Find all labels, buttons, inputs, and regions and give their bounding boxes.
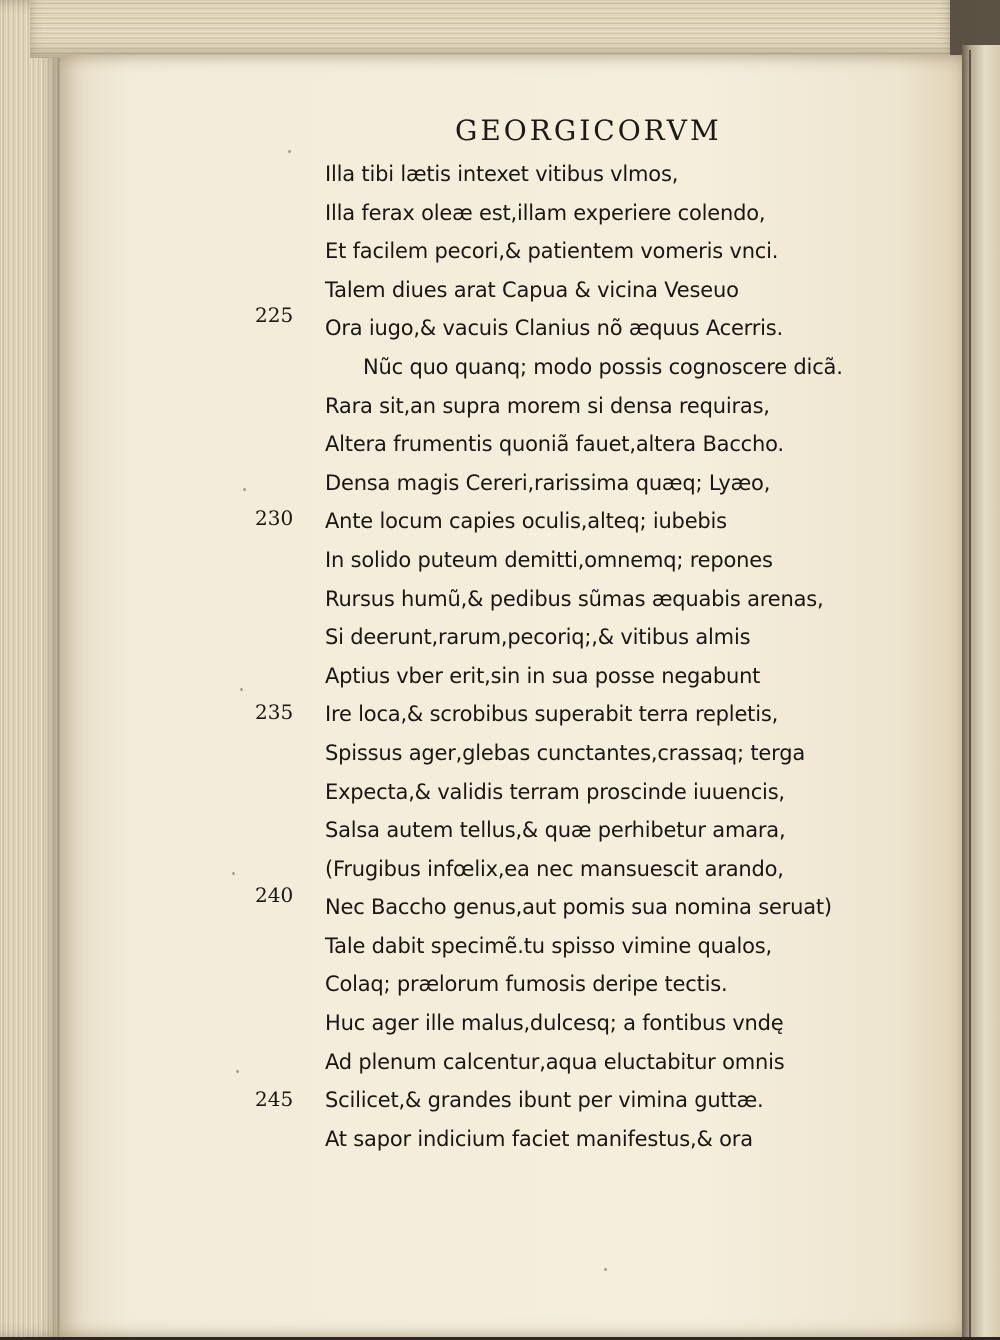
verse-line: Altera frumentis quoniã fauet,altera Baccho. (325, 432, 784, 457)
verse-line: Illa tibi lætis intexet vitibus vlmos, (325, 162, 679, 186)
verse-line: Densa magis Cereri,rarissima quæq; Lyæo, (325, 470, 771, 495)
verse-line: Et facilem pecori,& patientem vomeris vnci. (325, 239, 779, 264)
verse-line: Nũc quo quanq; modo possis cognoscere dicã. (363, 354, 843, 379)
verse-line: (Frugibus infœlix,ea nec mansuescit arando, (325, 856, 784, 881)
paper-speck (288, 150, 291, 153)
verse-line: Si deerunt,rarum,pecoriq;,& vitibus almis (325, 625, 751, 650)
paper-speck (604, 1268, 607, 1271)
line-number: 235 (255, 700, 294, 724)
paper-speck (243, 488, 246, 491)
gutter-fold-line (969, 50, 971, 1340)
verse-line: Ora iugo,& vacuis Clanius nõ æquus Acerris. (325, 316, 784, 341)
verse-line: Colaq; prælorum fumosis deripe tectis. (325, 972, 728, 997)
verse-line: Talem diues arat Capua & vicina Veseuo (325, 277, 739, 302)
verse-line: Ire loca,& scrobibus superabit terra repletis, (325, 702, 779, 727)
verse-line: Rursus humũ,& pedibus sũmas æquabis arenas, (325, 586, 824, 611)
verse-line: Aptius vber erit,sin in sua posse negabunt (325, 663, 761, 688)
verse-line: Illa ferax oleæ est,illam experiere colendo, (325, 200, 766, 225)
verse-list (325, 155, 925, 1158)
line-number: 240 (255, 883, 294, 907)
line-number: 245 (255, 1087, 294, 1111)
verse-line: Ante locum capies oculis,alteq; iubebis (325, 509, 727, 534)
verse-line: Huc ager ille malus,dulcesq; a fontibus vndę (325, 1011, 784, 1036)
verse-line: Ad plenum calcentur,aqua eluctabitur omnis (325, 1049, 785, 1074)
verse-line: Rara sit,an supra morem si densa requiras, (325, 393, 770, 418)
book-fore-edge (0, 0, 60, 1337)
running-head: GEORGICORVM (455, 114, 722, 147)
verse-line: Expecta,& validis terram proscinde iuuencis, (325, 779, 785, 804)
verse-line: In solido puteum demitti,omnemq; repones (325, 547, 773, 572)
paper-speck (232, 872, 235, 875)
book-top-edge (30, 0, 950, 58)
verse-line: Tale dabit specimẽ.tu spisso vimine qualos, (325, 933, 772, 958)
verse-line: Spissus ager,glebas cunctantes,crassaq; terga (325, 740, 806, 765)
paper-speck (236, 1070, 239, 1073)
line-number: 230 (255, 506, 294, 530)
verse-line: Nec Baccho genus,aut pomis sua nomina seruat) (325, 895, 832, 920)
verse-line: Salsa autem tellus,& quæ perhibetur amara, (325, 818, 786, 843)
paper-speck (240, 688, 243, 691)
verse-line: Scilicet,& grandes ibunt per vimina guttæ. (325, 1088, 764, 1113)
facing-page-gutter (962, 45, 1000, 1337)
line-number: 225 (255, 303, 294, 327)
verse-line: At sapor indicium faciet manifestus,& ora (325, 1126, 753, 1151)
